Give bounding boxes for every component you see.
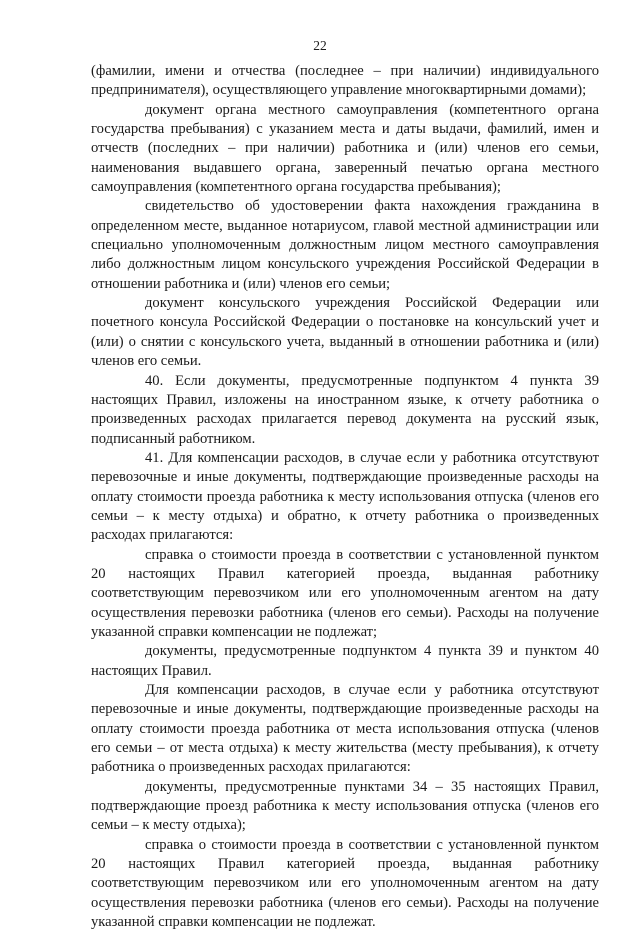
paragraph-location-certificate: свидетельство об удостоверении факта нахождения гражданина в определенном месте, выданное нотариусом, главой местной администрации или специально уполномоченным должностным лицом местного самоуправления либо должностным лицом консульского учреждения Российской Федерации в отношении работника и (или) членов его семьи; [91, 198, 599, 292]
document-body [91, 62, 599, 932]
paragraph-clause-41: 41. Для компенсации расходов, в случае если у работника отсутствуют перевозочные и иные документы, подтверждающие произведенные расходы на оплату стоимости проезда работника к месту использования отпуска (членов его семьи – к месту отдыха) и обратно, к отчету работника о произведенных расходах прилагаются: [91, 449, 599, 544]
paragraph-continuation: (фамилии, имени и отчества (последнее – при наличии) индивидуального предпринимателя), осуществляющего управление многоквартирными домами); [91, 63, 599, 99]
page-number: 22 [313, 38, 327, 53]
paragraph-local-authority-document: документ органа местного самоуправления (компетентного органа государства пребывания) с указанием места и даты выдачи, фамилий, имен и отчеств (последних – при наличии) работника и (или) членов его семьи, наименования выдавшего органа, заверенный печатью органа местного самоуправления (компетентного органа государства пребывания); [91, 101, 599, 196]
paragraph-fare-certificate-return: справка о стоимости проезда в соответствии с установленной пунктом 20 настоящих Правил категорией проезда, выданная работнику соответствующим перевозчиком или его уполномоченным агентом на дату осуществления перевозки работника (членов его семьи). Расходы на получение указанной справки компенсации не подлежат. [91, 836, 599, 931]
paragraph-clause-40: 40. Если документы, предусмотренные подпунктом 4 пункта 39 настоящих Правил, изложены на иностранном языке, к отчету работника о произведенных расходах прилагается перевод документа на русский язык, подписанный работником. [91, 372, 599, 447]
paragraph-fare-certificate: справка о стоимости проезда в соответствии с установленной пунктом 20 настоящих Правил категорией проезда, выданная работнику соответствующим перевозчиком или его уполномоченным агентом на дату осуществления перевозки работника (членов его семьи). Расходы на получение указанной справки компенсации не подлежат; [91, 546, 599, 640]
paragraph-documents-clause-39-40: документы, предусмотренные подпунктом 4 пункта 39 и пунктом 40 настоящих Правил. [91, 643, 599, 679]
paragraph-return-compensation: Для компенсации расходов, в случае если у работника отсутствуют перевозочные и иные документы, подтверждающие произведенные расходы на оплату стоимости проезда работника от места использования отпуска (членов его семьи – от места отдыха) к месту жительства (месту пребывания), к отчету работника о произведенных расходах прилагаются: [91, 682, 599, 776]
paragraph-consular-document: документ консульского учреждения Российской Федерации или почетного консула Российской Федерации о постановке на консульский учет и (или) о снятии с консульского учета, выданный в отношении работника и (или) членов его семьи. [91, 295, 599, 370]
paragraph-documents-clause-34-35: документы, предусмотренные пунктами 34 – 35 настоящих Правил, подтверждающие проезд работника к месту использования отпуска (членов его семьи – к месту отдыха); [91, 778, 599, 834]
